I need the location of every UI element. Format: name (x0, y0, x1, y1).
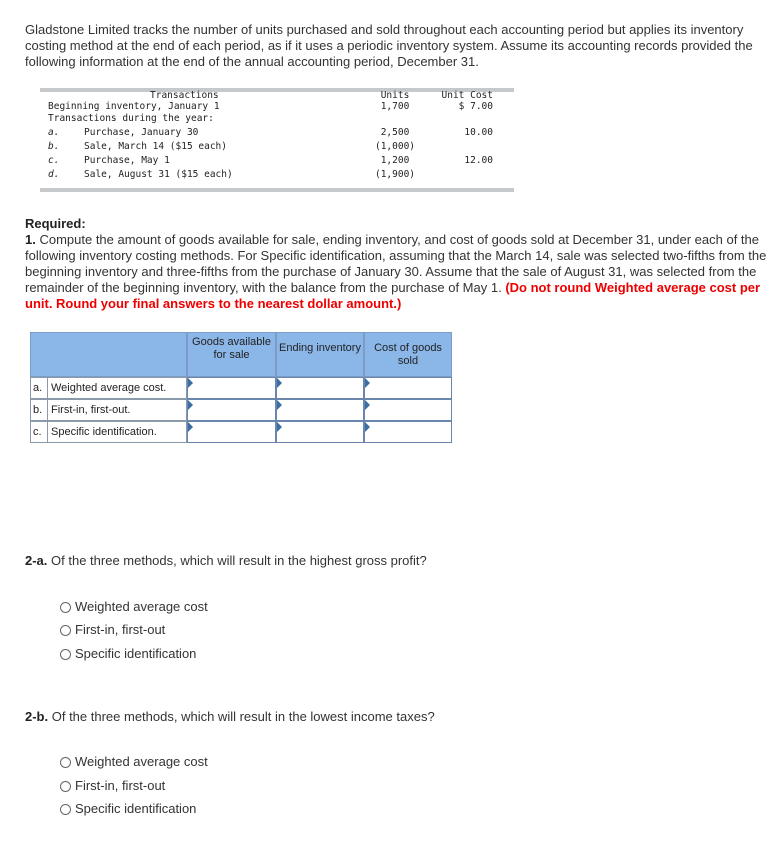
header-transactions: Transactions (150, 90, 219, 101)
radio-icon[interactable] (60, 757, 71, 768)
row-units: 1,200 (380, 155, 410, 166)
row-letter: c. (48, 155, 60, 166)
fifo-ending-inventory-input[interactable] (276, 399, 364, 421)
input-marker-icon (365, 422, 370, 432)
q2b-option-fifo[interactable]: First-in, first-out (60, 777, 165, 795)
row-desc: Purchase, May 1 (84, 155, 170, 166)
q1-text: Compute the amount of goods available for sale, ending inventory, and cost of goods sold at December 31, under each of the following inventory costing methods. For Specific identification, assuming that the March 14, sale was selected two-fifths from the beginning inventory and three-fifths from the purchase of January 30. Assume that the sale of August 31, was selected from the remainder of the beginning inventory, with the balance from the purchase of May 1. (25, 232, 767, 295)
grid-header-blank (30, 332, 187, 377)
answer-input[interactable] (277, 378, 363, 398)
answer-input[interactable] (365, 422, 451, 442)
row-desc: Transactions during the year: (48, 113, 214, 124)
row-letter: b. (48, 141, 60, 152)
answer-input[interactable] (365, 400, 451, 420)
specific-goods-available-input[interactable] (187, 421, 276, 443)
radio-icon[interactable] (60, 781, 71, 792)
input-marker-icon (277, 378, 282, 388)
q1-number: 1. (25, 232, 36, 247)
weighted-goods-available-input[interactable] (187, 377, 276, 399)
input-marker-icon (277, 400, 282, 410)
input-marker-icon (365, 400, 370, 410)
answer-input[interactable] (365, 378, 451, 398)
input-marker-icon (277, 422, 282, 432)
question-1 (25, 232, 784, 312)
grid-header-goods-available: Goods available for sale (187, 332, 276, 377)
question-2b (25, 709, 435, 724)
weighted-ending-inventory-input[interactable] (276, 377, 364, 399)
answer-input[interactable] (277, 400, 363, 420)
answer-input[interactable] (188, 400, 275, 420)
grid-row-label-fifo: b. First-in, first-out. (30, 399, 187, 421)
answer-input[interactable] (188, 422, 275, 442)
required-section (25, 216, 784, 312)
q2a-option-fifo[interactable]: First-in, first-out (60, 621, 165, 639)
header-unit-cost: Unit Cost (441, 90, 493, 101)
grid-header-ending-inventory: Ending inventory (276, 332, 364, 377)
input-marker-icon (188, 378, 193, 388)
row-cost: 10.00 (464, 127, 493, 138)
row-desc: Beginning inventory, January 1 (48, 101, 220, 112)
answer-input[interactable] (277, 422, 363, 442)
q2a-text: Of the three methods, which will result in the highest gross profit? (47, 553, 427, 568)
q2b-option-weighted[interactable]: Weighted average cost (60, 753, 208, 771)
input-marker-icon (365, 378, 370, 388)
weighted-cogs-input[interactable] (364, 377, 452, 399)
specific-ending-inventory-input[interactable] (276, 421, 364, 443)
radio-icon[interactable] (60, 804, 71, 815)
grid-row-label-specific: c. Specific identification. (30, 421, 187, 443)
grid-header-cogs: Cost of goods sold (364, 332, 452, 377)
q2b-text: Of the three methods, which will result in the lowest income taxes? (48, 709, 435, 724)
table-bottom-rule (40, 188, 514, 192)
q2b-option-specific[interactable]: Specific identification (60, 800, 196, 818)
radio-icon[interactable] (60, 625, 71, 636)
row-units: (1,900) (374, 169, 416, 180)
grid-row-label-weighted: a. Weighted average cost. (30, 377, 187, 399)
specific-cogs-input[interactable] (364, 421, 452, 443)
row-letter: d. (48, 169, 60, 180)
q2a-number: 2-a. (25, 553, 48, 568)
q2b-number: 2-b. (25, 709, 49, 724)
row-units: 1,700 (380, 101, 410, 112)
row-units: (1,000) (374, 141, 416, 152)
row-units: 2,500 (380, 127, 410, 138)
answer-input[interactable] (188, 378, 275, 398)
input-marker-icon (188, 422, 193, 432)
q1-rounding-note: (Do not round Weighted average cost per unit. Round your final answers to the nearest dollar amount.) (25, 280, 761, 311)
input-marker-icon (188, 400, 193, 410)
row-desc: Sale, August 31 ($15 each) (84, 169, 233, 180)
row-cost: 12.00 (464, 155, 493, 166)
radio-icon[interactable] (60, 602, 71, 613)
fifo-goods-available-input[interactable] (187, 399, 276, 421)
row-desc: Sale, March 14 ($15 each) (84, 141, 227, 152)
row-cost: $ 7.00 (458, 101, 493, 112)
q2a-option-weighted[interactable]: Weighted average cost (60, 598, 208, 616)
row-letter: a. (48, 127, 60, 138)
fifo-cogs-input[interactable] (364, 399, 452, 421)
header-units: Units (380, 90, 410, 101)
question-2a (25, 553, 427, 568)
problem-intro: Gladstone Limited tracks the number of units purchased and sold throughout each accounting period but applies its inventory costing method at the end of each period, as if it uses a periodic inventory system. Assume its accounting records provided the following information at the end of the annual accounting period, December 31. (25, 22, 753, 69)
row-desc: Purchase, January 30 (84, 127, 199, 138)
required-heading: Required: (25, 216, 86, 231)
q2a-option-specific[interactable]: Specific identification (60, 645, 196, 663)
radio-icon[interactable] (60, 649, 71, 660)
